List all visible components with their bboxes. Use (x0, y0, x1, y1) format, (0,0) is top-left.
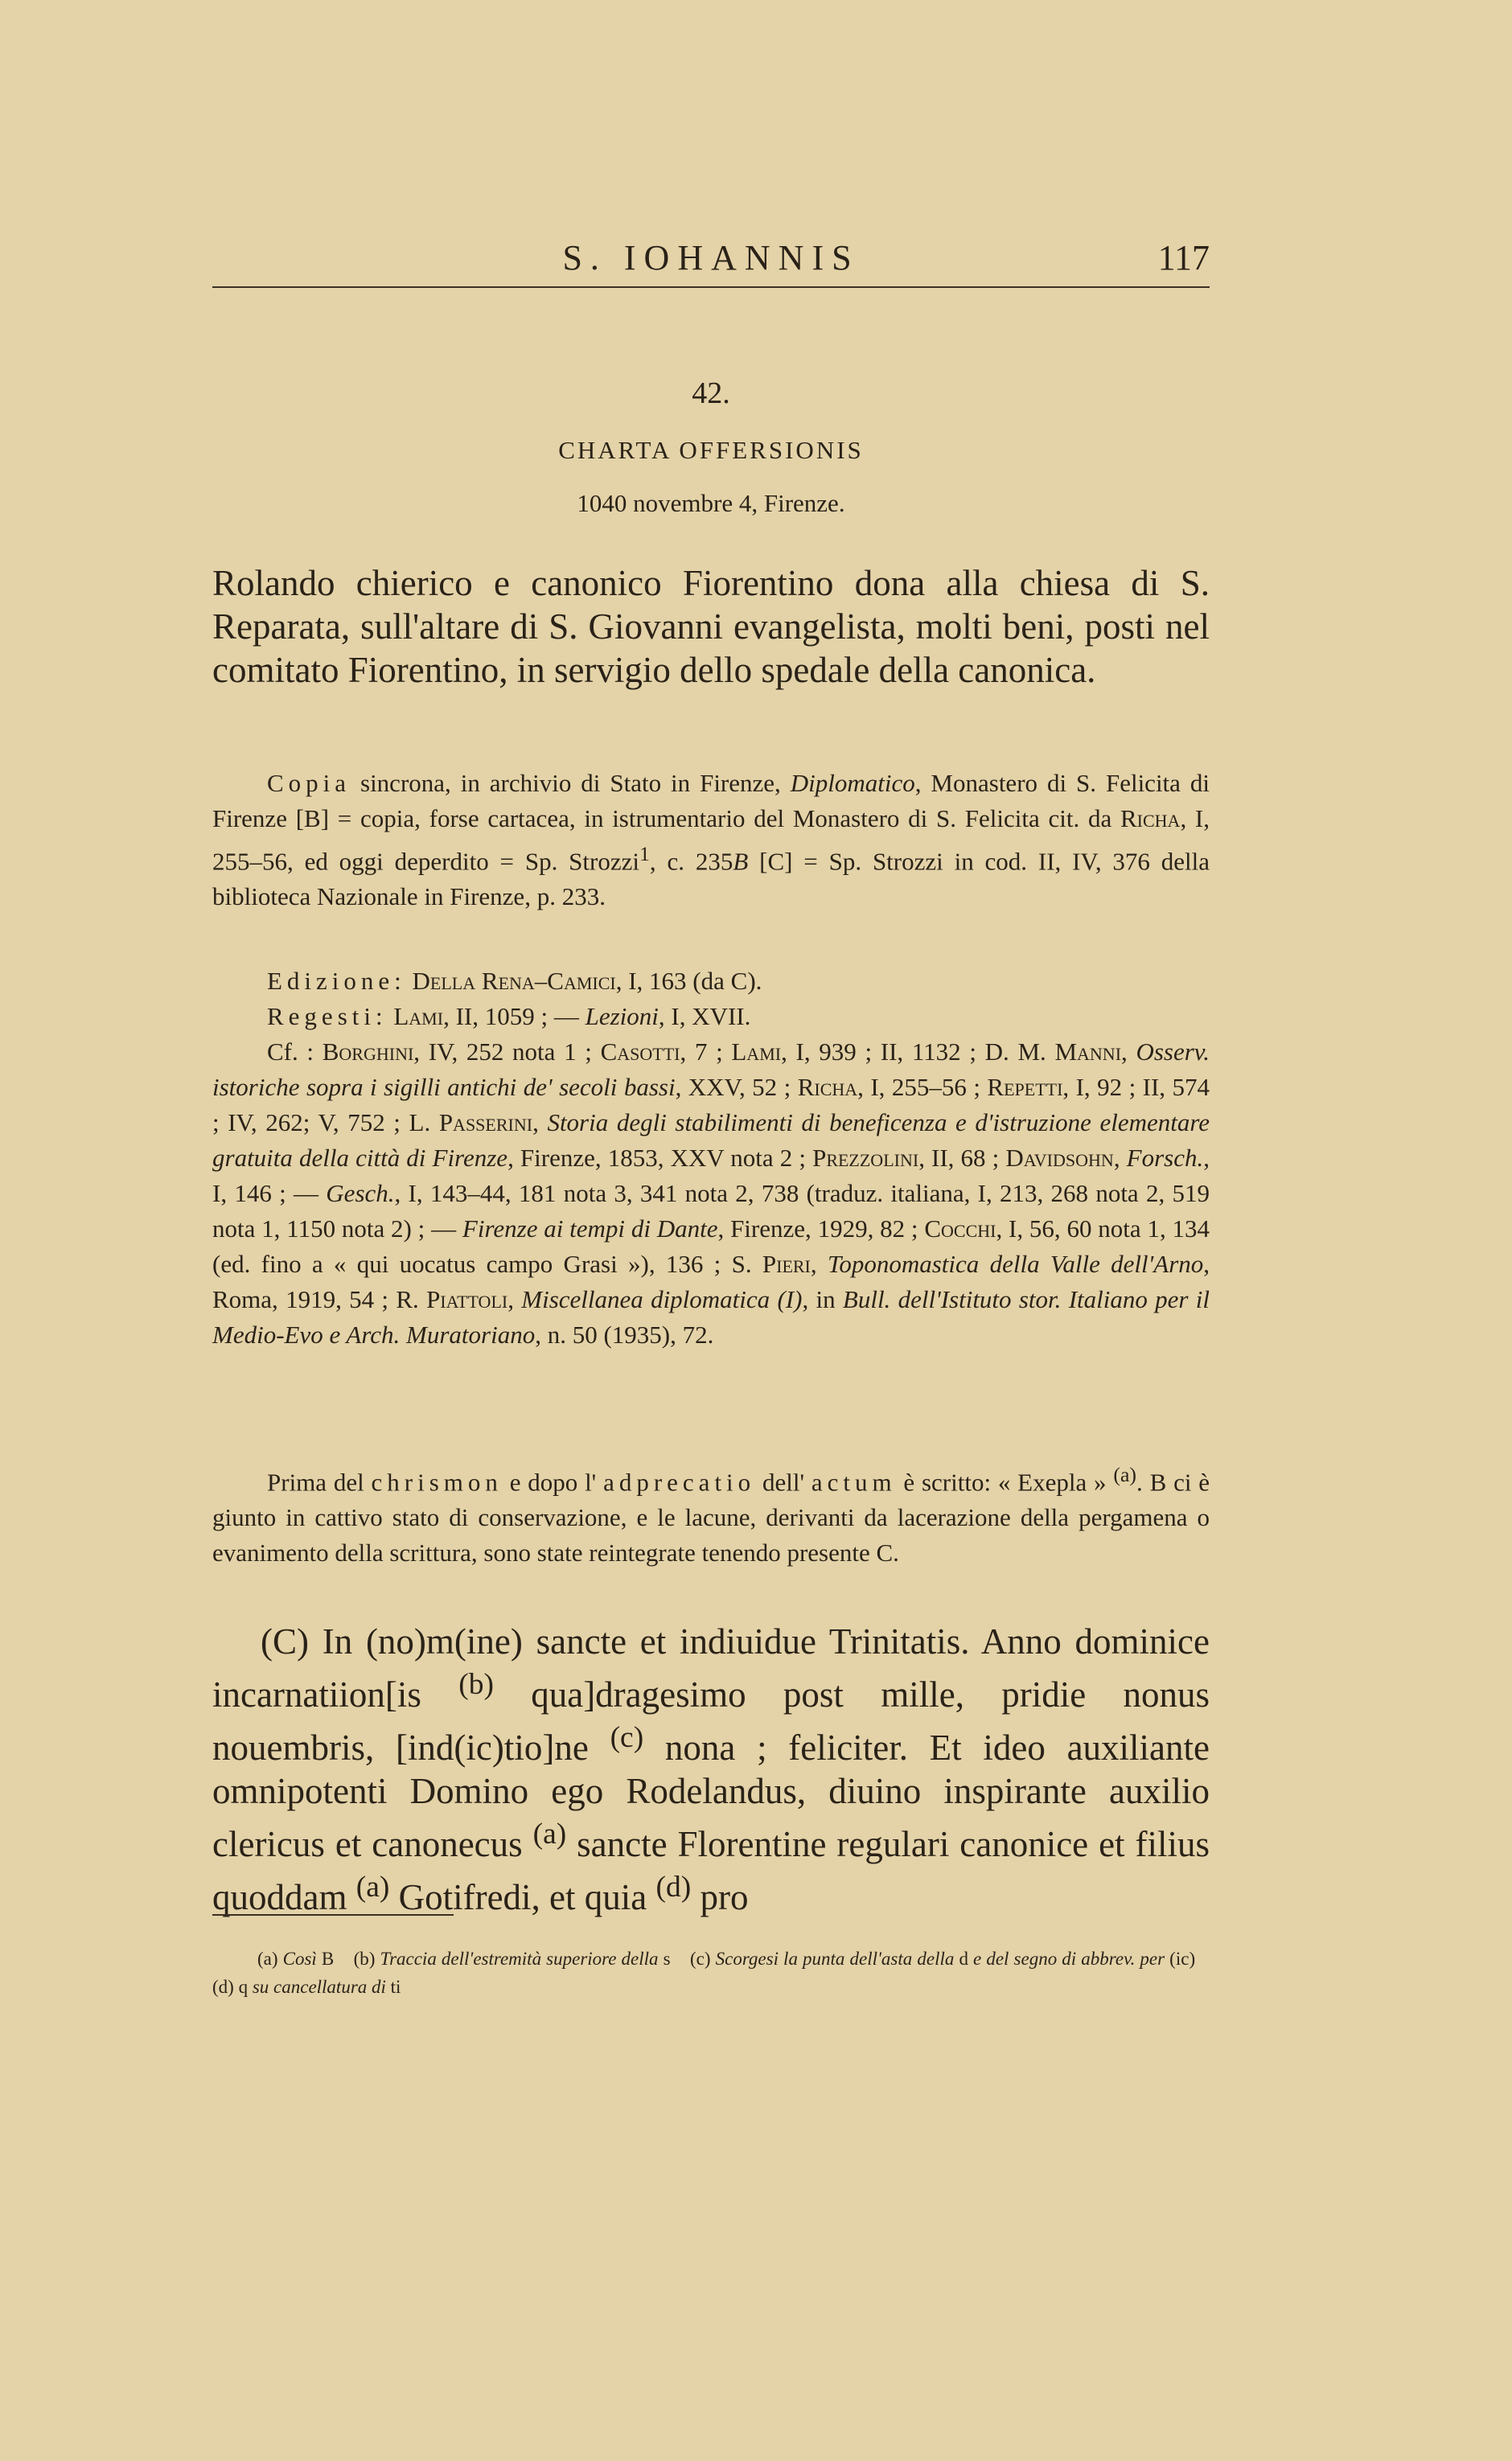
footnote-divider (212, 1914, 454, 1916)
document-date: 1040 novembre 4, Firenze. (577, 489, 845, 517)
sigla-paragraph: Copia sincrona, in archivio di Stato in Firenze, Diplomatico, Monastero di S. Felicita di Firenze [B] = copia, forse cartacea, in istrumentario del Monastero di S. Felicita cit. da Richa, I, 255–56, ed oggi deperdito = Sp. Strozzi$^1$, c. 235B [C] = Sp. Strozzi in cod. II, IV, 376 della biblioteca Nazionale in Firenze, p. 233. (212, 769, 1210, 911)
document-title: CHARTA OFFERSIONIS (558, 436, 864, 464)
bibliography-section (212, 963, 1210, 1353)
editorial-note: Prima del chrismon e dopo l' adprecatio dell' actum è scritto: « Exepla » $^{(a)}$. B ci è giunto in cattivo stato di conservazione, e le lacune, derivanti da lacerazione della pergamena o evanimento della scrittura, sono state reintegrate tenendo presente C. (212, 1463, 1210, 1567)
editions-line: Edizione: Della Rena–Camici, I, 163 (da C). (267, 967, 762, 995)
footnotes (212, 1945, 1210, 2001)
page-number: 117 (1157, 238, 1210, 277)
document-summary: Rolando chierico e canonico Fiorentino dona alla chiesa di S. Reparata, sull'altare di S. Giovanni evangelista, molti beni, posti nel comitato Fiorentino, in servigio dello spedale della canonica. (212, 563, 1210, 690)
running-title: S. IOHANNIS (562, 238, 860, 277)
regesti-line: Regesti: Lami, II, 1059 ; — Lezioni, I, XVII. (267, 1002, 751, 1030)
footnote-b: (b) Traccia dell'estremità superiore della s (353, 1949, 671, 1969)
footnote-ref-d: (d) (655, 1871, 692, 1904)
footnote-ref-c: (c) (610, 1721, 644, 1754)
document-number: 42. (692, 376, 730, 410)
page-header (212, 235, 1210, 288)
regesti-label: Regesti: (267, 1002, 388, 1030)
footnote-ref-a: (a) (532, 1818, 567, 1851)
footnote-ref-b: (b) (458, 1668, 494, 1701)
sigla-label: Copia (267, 769, 351, 797)
footnote-ref-a2: (a) (355, 1871, 390, 1904)
footnote-d: (d) q su cancellatura di ti (212, 1977, 401, 1997)
footnote-a: (a) Così B (257, 1949, 335, 1969)
footnote-c: (c) Scorgesi la punta dell'asta della d e del segno di abbrev. per (ic) (689, 1949, 1196, 1969)
cf-paragraph: Cf. : Borghini, IV, 252 nota 1 ; Casotti, 7 ; Lami, I, 939 ; II, 1132 ; D. M. Manni, Osserv. istoriche sopra i sigilli antichi de' secoli bassi, XXV, 52 ; Richa, I, 255–56 ; Repetti, I, 92 ; II, 574 ; IV, 262; V, 752 ; L. Passerini, Storia degli stabilimenti di beneficenza e d'istruzione elementare gratuita della città di Firenze, Firenze, 1853, XXV nota 2 ; Prezzolini, II, 68 ; Davidsohn, Forsch., I, 146 ; — Gesch., I, 143–44, 181 nota 3, 341 nota 2, 738 (traduz. italiana, I, 213, 268 nota 2, 519 nota 1, 1150 nota 2) ; — Firenze ai tempi di Dante, Firenze, 1929, 82 ; Cocchi, I, 56, 60 nota 1, 134 (ed. fino a « qui uocatus campo Grasi »), 136 ; S. Pieri, Toponomastica della Valle dell'Arno, Roma, 1919, 54 ; R. Piattoli, Miscellanea diplomatica (I), in Bull. dell'Istituto stor. Italiano per il Medio-Evo e Arch. Muratoriano, n. 50 (1935), 72. (212, 1037, 1210, 1349)
editions-label: Edizione: (267, 967, 406, 995)
charter-text: (C) In (no)m(ine) sancte et indiuidue Trinitatis. Anno dominice incarnatiion[is $^{(b)}$ qua]dragesimo post mille, pridie nonus nouembris, [ind(ic)tio]ne $^{(c)}$ nona ; feliciter. Et ideo auxiliante omnipotenti Domino ego Rodelandus, diuino inspirante auxilio clericus et canonecus $^{(a)}$ sancte Florentine regulari canonice et filius quoddam $^{(a)}$ Gotifredi, et quia $^{(d)}$ pro (212, 1621, 1210, 1917)
